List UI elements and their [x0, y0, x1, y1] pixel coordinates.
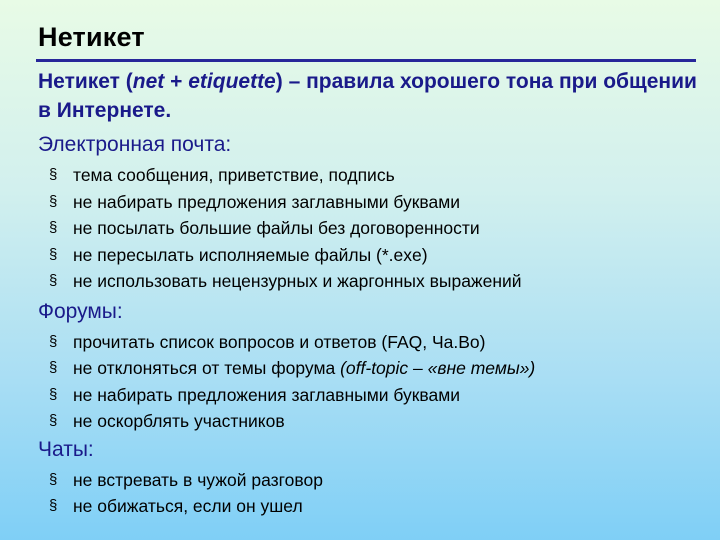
intro-net: net — [132, 70, 165, 93]
list-item-text: тема сообщения, приветствие, подпись — [73, 165, 395, 185]
list-item-text: не использовать нецензурных и жаргонных выражений — [73, 271, 522, 291]
list-item-text: не набирать предложения заглавными буквами — [73, 384, 461, 405]
list-item-text: не обижаться, если он ушел — [73, 496, 303, 516]
list-item-text: не отклоняться от темы форума — [73, 358, 341, 378]
list-item — [38, 215, 698, 242]
list-item-text: не посылать большие файлы без договоренности — [73, 218, 480, 238]
list-item — [38, 355, 698, 382]
intro-plus: + — [164, 70, 189, 93]
list-item-text: не пересылать исполняемые файлы (*.exe) — [73, 244, 428, 265]
bullet-icon: § — [49, 272, 58, 289]
slide-title: Нетикет — [38, 22, 145, 52]
list-item — [38, 268, 698, 295]
intro-etiquette: etiquette — [188, 70, 276, 93]
bullet-icon: § — [49, 497, 58, 514]
bullet-icon: § — [49, 192, 58, 210]
email-rules-list — [38, 162, 698, 295]
list-item-text: не встревать в чужой разговор — [73, 469, 323, 490]
section-heading-chats: Чаты: — [38, 437, 94, 461]
list-item — [38, 242, 698, 269]
list-item — [38, 408, 698, 435]
section-heading-email: Электронная почта: — [38, 133, 232, 156]
list-item-text: не оскорблять участников — [73, 411, 285, 431]
chat-rules-list — [38, 467, 698, 520]
slide-content — [38, 67, 698, 520]
forum-rules-list — [38, 329, 698, 435]
bullet-icon: § — [49, 385, 58, 403]
list-item — [38, 189, 698, 216]
intro-word: Нетикет — [38, 70, 120, 93]
bullet-icon: § — [49, 470, 58, 488]
offtopic-term: (off-topic – «вне темы») — [340, 358, 536, 378]
list-item — [38, 382, 698, 409]
intro-definition — [38, 67, 698, 125]
intro-rest: ) – правила хорошего тона при общении в Интернете. — [38, 70, 697, 122]
list-item-text: не набирать предложения заглавными буквами — [73, 191, 461, 212]
list-item-text: прочитать список вопросов и ответов (FAQ, Ча.Во) — [73, 331, 486, 352]
bullet-icon: § — [49, 245, 58, 263]
list-item — [38, 467, 698, 494]
list-item — [38, 162, 698, 189]
title-divider — [36, 59, 696, 62]
list-item — [38, 329, 698, 356]
list-item — [38, 493, 698, 520]
bullet-icon: § — [49, 219, 58, 236]
section-heading-forums: Форумы: — [38, 299, 123, 323]
intro-paren-open: ( — [119, 70, 133, 93]
bullet-icon: § — [49, 166, 58, 183]
bullet-icon: § — [49, 332, 58, 350]
bullet-icon: § — [49, 412, 58, 429]
bullet-icon: § — [49, 359, 58, 376]
